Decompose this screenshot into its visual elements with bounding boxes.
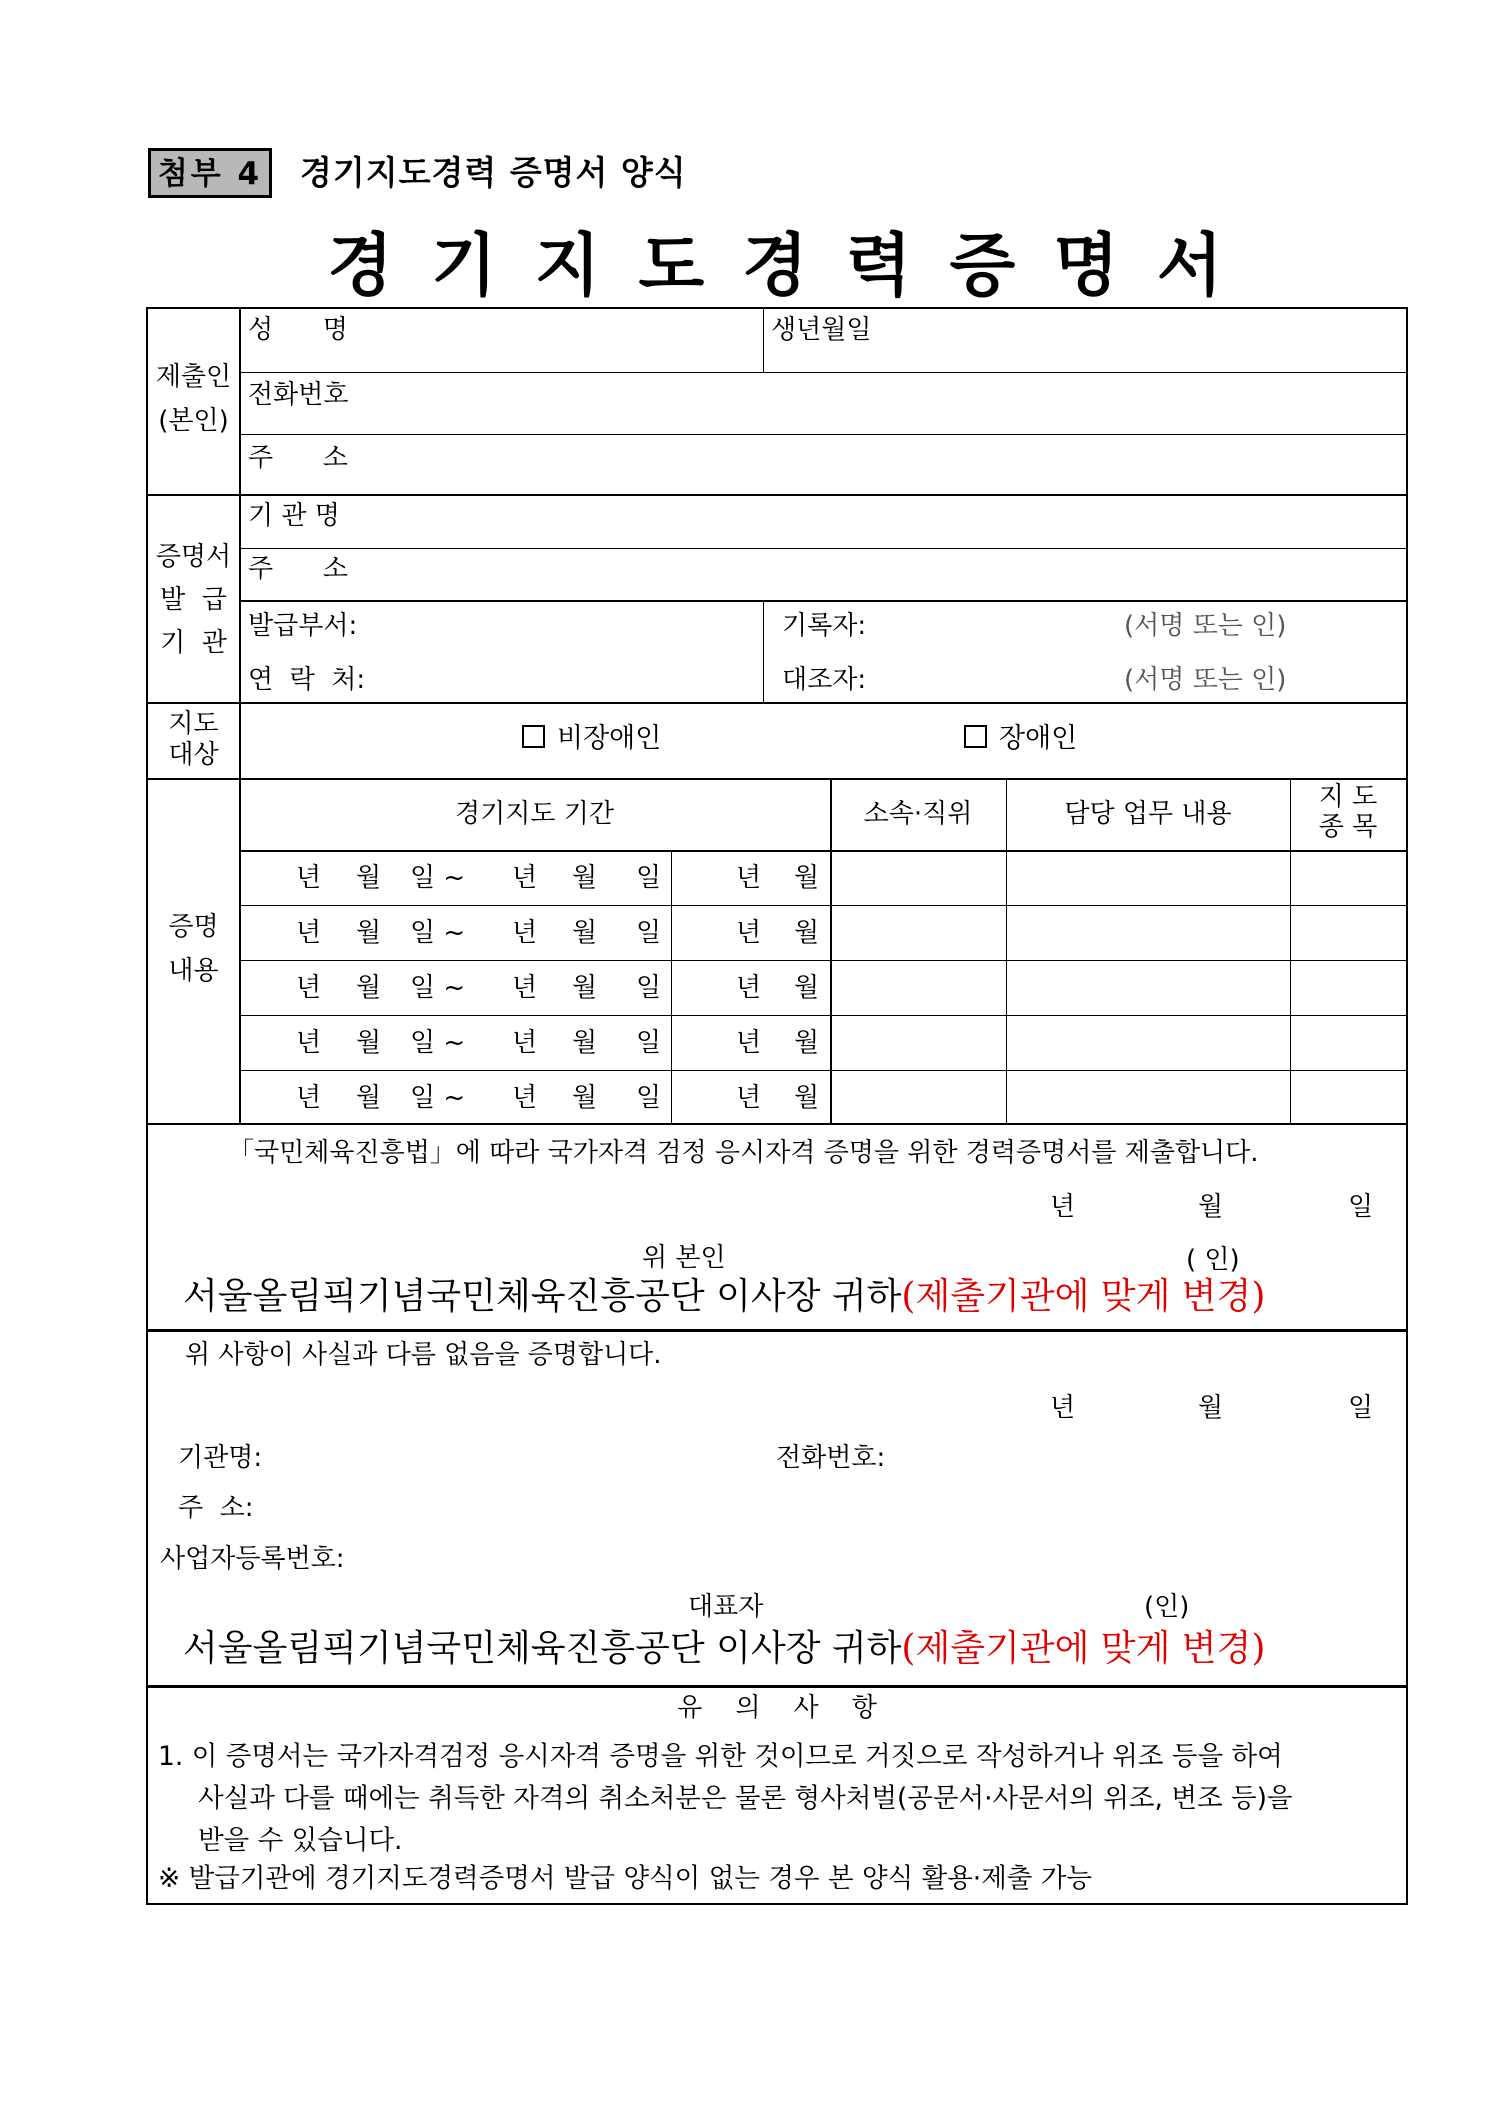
col-position: 소속·직위: [863, 799, 973, 829]
proof-label: 증명: [168, 912, 219, 942]
period-dur-y[interactable]: 년: [736, 1083, 762, 1113]
col-sport-sub: 종 목: [1318, 812, 1378, 842]
target-label-sub: 대상: [168, 740, 219, 770]
period-to-d[interactable]: 일: [636, 863, 662, 893]
attachment-badge: 첨부 4: [148, 148, 272, 198]
period-from-d[interactable]: 일 ~: [410, 973, 466, 1003]
recorder-label: 기록자:: [782, 611, 867, 641]
submission-seal[interactable]: ( 인): [1186, 1245, 1240, 1275]
period-from-m[interactable]: 월: [356, 863, 382, 893]
checker-sign-note: (서명 또는 인): [1124, 665, 1287, 695]
period-to-y[interactable]: 년: [512, 1028, 538, 1058]
period-to-d[interactable]: 일: [636, 1028, 662, 1058]
cert-date-year[interactable]: 년: [1050, 1393, 1076, 1423]
period-from-y[interactable]: 년: [296, 1083, 322, 1113]
target-label: 지도: [168, 709, 219, 739]
submission-statement: 「국민체육진흥법」에 따라 국가자격 검정 응시자격 증명을 위한 경력증명서를 제출합니다.: [228, 1138, 1259, 1168]
period-dur-y[interactable]: 년: [736, 973, 762, 1003]
cert-phone-label: 전화번호:: [776, 1443, 886, 1473]
address-field[interactable]: [378, 439, 1388, 489]
certification-statement: 위 사항이 사실과 다름 없음을 증명합니다.: [185, 1340, 662, 1370]
period-to-m[interactable]: 월: [572, 863, 598, 893]
address-label: 주 소: [248, 443, 348, 473]
period-dur-m[interactable]: 월: [794, 918, 820, 948]
period-from-m[interactable]: 월: [356, 1083, 382, 1113]
period-dur-m[interactable]: 월: [794, 1028, 820, 1058]
col-sport: 지 도: [1318, 782, 1378, 812]
period-from-m[interactable]: 월: [356, 1028, 382, 1058]
cert-org-label: 기관명:: [178, 1443, 263, 1473]
birth-field[interactable]: [908, 315, 1388, 365]
cert-rep-label: 대표자: [688, 1592, 764, 1622]
period-to-m[interactable]: 월: [572, 918, 598, 948]
submission-date-month[interactable]: 월: [1198, 1192, 1224, 1222]
period-from-d[interactable]: 일 ~: [410, 1028, 466, 1058]
period-from-y[interactable]: 년: [296, 973, 322, 1003]
name-label: 성 명: [248, 315, 348, 345]
note-item-1-line-1: 1. 이 증명서는 국가자격검정 응시자격 증명을 위한 것이므로 거짓으로 작성하거나 위조 등을 하여: [158, 1741, 1283, 1772]
period-from-y[interactable]: 년: [296, 1028, 322, 1058]
checkbox-icon[interactable]: [522, 725, 545, 748]
issuer-section-label: 증명서: [155, 542, 232, 572]
recorder-sign-note: (서명 또는 인): [1124, 611, 1287, 641]
cert-biz-no-label: 사업자등록번호:: [160, 1544, 345, 1574]
dept-label: 발급부서:: [248, 611, 358, 641]
period-to-y[interactable]: 년: [512, 863, 538, 893]
checker-label: 대조자:: [782, 665, 867, 695]
issuer-address-label: 주 소: [248, 554, 348, 584]
issuer-section-label-2: 발 급: [160, 585, 227, 615]
period-to-d[interactable]: 일: [636, 973, 662, 1003]
period-to-m[interactable]: 월: [572, 973, 598, 1003]
org-name-field[interactable]: [378, 499, 1388, 543]
cert-date-month[interactable]: 월: [1198, 1393, 1224, 1423]
period-from-d[interactable]: 일 ~: [410, 918, 466, 948]
period-dur-y[interactable]: 년: [736, 918, 762, 948]
submission-date-day[interactable]: 일: [1348, 1192, 1374, 1222]
form-subtitle: 경기지도경력 증명서 양식: [300, 153, 687, 192]
period-from-d[interactable]: 일 ~: [410, 863, 466, 893]
cert-addressee: 서울올림픽기념국민체육진흥공단 이사장 귀하(제출기관에 맞게 변경): [183, 1628, 1266, 1669]
col-period: 경기지도 기간: [455, 799, 614, 829]
checkbox-icon[interactable]: [964, 725, 987, 748]
col-duty: 담당 업무 내용: [1064, 799, 1232, 829]
period-dur-m[interactable]: 월: [794, 1083, 820, 1113]
cert-address-label: 주 소:: [178, 1493, 254, 1523]
period-to-y[interactable]: 년: [512, 918, 538, 948]
period-dur-y[interactable]: 년: [736, 863, 762, 893]
phone-label: 전화번호: [248, 380, 349, 410]
applicant-section-label: 제출인: [155, 362, 232, 392]
phone-field[interactable]: [378, 377, 1388, 427]
option-non-disabled[interactable]: 비장애인: [522, 723, 661, 755]
note-item-2: ※ 발급기관에 경기지도경력증명서 발급 양식이 없는 경우 본 양식 활용·제출 가능: [158, 1863, 1093, 1894]
name-field[interactable]: [508, 315, 748, 365]
submission-date-year[interactable]: 년: [1050, 1192, 1076, 1222]
period-to-y[interactable]: 년: [512, 973, 538, 1003]
period-to-d[interactable]: 일: [636, 918, 662, 948]
contact-label: 연 락 처:: [248, 665, 366, 695]
issuer-section-label-3: 기 관: [160, 628, 227, 658]
cert-seal[interactable]: (인): [1144, 1592, 1190, 1622]
addressee-note: (제출기관에 맞게 변경): [901, 1276, 1266, 1317]
note-item-1-line-2: 사실과 다를 때에는 취득한 자격의 취소처분은 물론 형사처벌(공문서·사문서의 위조, 변조 등)을: [198, 1783, 1293, 1814]
period-to-d[interactable]: 일: [636, 1083, 662, 1113]
page-title: 경기지도경력증명서: [327, 227, 1261, 306]
proof-label-sub: 내용: [168, 956, 219, 986]
period-from-d[interactable]: 일 ~: [410, 1083, 466, 1113]
period-to-m[interactable]: 월: [572, 1083, 598, 1113]
cert-date-day[interactable]: 일: [1348, 1393, 1374, 1423]
period-from-y[interactable]: 년: [296, 863, 322, 893]
birth-label: 생년월일: [771, 315, 872, 345]
applicant-section-label-sub: (본인): [158, 406, 229, 436]
notes-title: 유 의 사 항: [677, 1693, 877, 1723]
option-disabled[interactable]: 장애인: [964, 723, 1077, 755]
period-from-y[interactable]: 년: [296, 918, 322, 948]
org-name-label: 기 관 명: [248, 501, 340, 531]
period-to-m[interactable]: 월: [572, 1028, 598, 1058]
note-item-1-line-3: 받을 수 있습니다.: [198, 1825, 403, 1856]
period-from-m[interactable]: 월: [356, 918, 382, 948]
form-frame: [146, 307, 1408, 1905]
addressee-note: (제출기관에 맞게 변경): [901, 1628, 1266, 1669]
period-from-m[interactable]: 월: [356, 973, 382, 1003]
issuer-address-field[interactable]: [378, 552, 1388, 596]
submission-signer: 위 본인: [642, 1243, 726, 1273]
period-dur-m[interactable]: 월: [794, 973, 820, 1003]
period-dur-m[interactable]: 월: [794, 863, 820, 893]
period-dur-y[interactable]: 년: [736, 1028, 762, 1058]
period-to-y[interactable]: 년: [512, 1083, 538, 1113]
submission-addressee: 서울올림픽기념국민체육진흥공단 이사장 귀하(제출기관에 맞게 변경): [183, 1276, 1266, 1317]
